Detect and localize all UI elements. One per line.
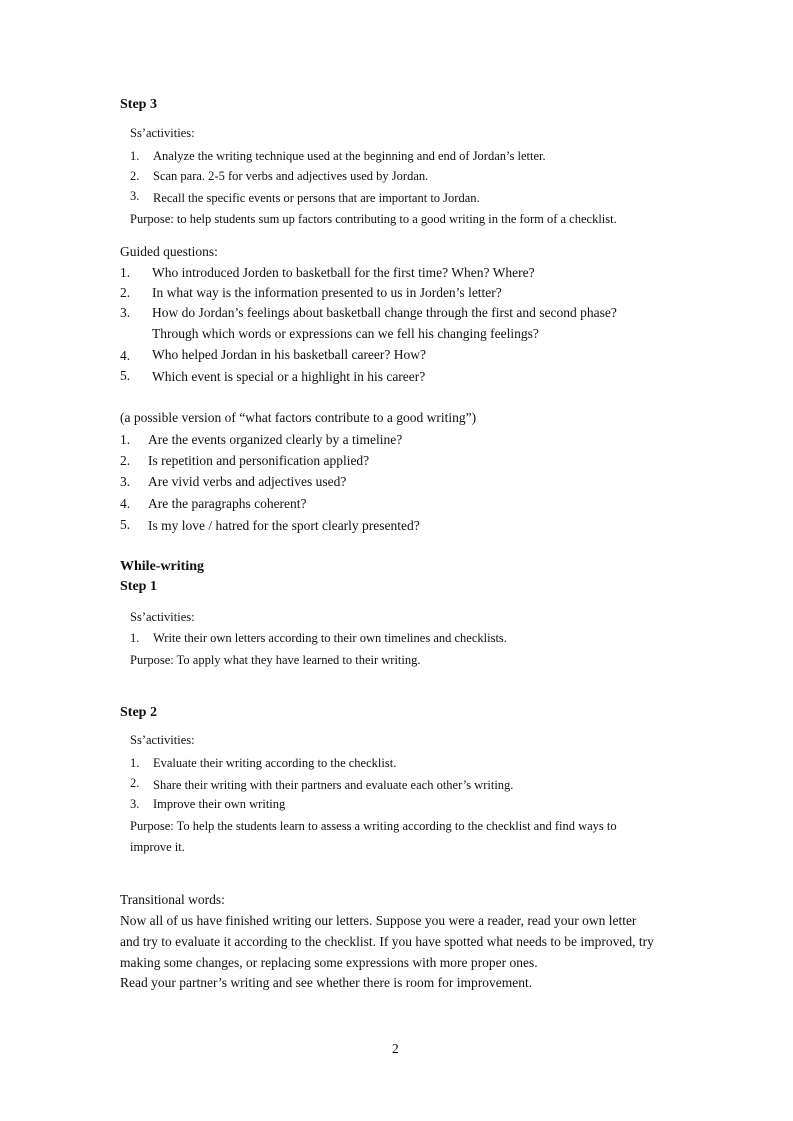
step1-purpose: Purpose: To apply what they have learned to their writing. xyxy=(130,653,421,667)
guided-question-text: How do Jordan’s feelings about basketball change through the first and second phase? xyxy=(152,305,617,320)
guided-questions-label: Guided questions: xyxy=(120,244,218,259)
factors-label: (a possible version of “what factors contribute to a good writing”) xyxy=(120,410,477,425)
step2-activity-text: Evaluate their writing according to the checklist. xyxy=(153,756,397,770)
step2-purpose-continued: improve it. xyxy=(130,840,185,854)
factor-text: Are the events organized clearly by a timeline? xyxy=(148,432,403,447)
transitional-label: Transitional words: xyxy=(120,892,225,907)
transitional-line: making some changes, or replacing some expressions with more proper ones. xyxy=(120,955,538,970)
guided-question-text: Who introduced Jorden to basketball for the first time? When? Where? xyxy=(152,265,535,280)
factor-text: Is my love / hatred for the sport clearly presented? xyxy=(148,518,420,533)
step3-activity-num: 3. xyxy=(130,189,140,203)
step2-activity-text: Share their writing with their partners and evaluate each other’s writing. xyxy=(153,778,514,792)
factor-num: 2. xyxy=(120,453,131,468)
factor-text: Is repetition and personification applied? xyxy=(148,453,370,468)
step1-heading: Step 1 xyxy=(120,579,157,594)
step2-heading: Step 2 xyxy=(120,705,157,720)
factor-num: 3. xyxy=(120,474,131,489)
factor-num: 1. xyxy=(120,432,131,447)
step3-heading: Step 3 xyxy=(120,97,157,112)
step2-activity-num: 1. xyxy=(130,756,140,770)
while-writing-heading: While-writing xyxy=(120,559,204,574)
step3-activity-text: Recall the specific events or persons that are important to Jordan. xyxy=(153,191,480,205)
guided-question-text: Who helped Jordan in his basketball career? How? xyxy=(152,347,427,362)
step3-activity-num: 1. xyxy=(130,149,140,163)
guided-question-text-continued: Through which words or expressions can we fell his changing feelings? xyxy=(152,326,539,341)
step2-purpose: Purpose: To help the students learn to assess a writing according to the checklist and find ways to xyxy=(130,819,617,833)
factor-text: Are the paragraphs coherent? xyxy=(148,496,307,511)
step1-activities-label: Ss’activities: xyxy=(130,610,195,624)
step2-activity-num: 3. xyxy=(130,797,140,811)
guided-question-text: In what way is the information presented to us in Jorden’s letter? xyxy=(152,285,502,300)
guided-question-num: 2. xyxy=(120,285,131,300)
page-number: 2 xyxy=(392,1041,399,1056)
transitional-line: Read your partner’s writing and see whether there is room for improvement. xyxy=(120,975,533,990)
step3-activities-label: Ss’activities: xyxy=(130,126,195,140)
step3-activity-text: Analyze the writing technique used at the beginning and end of Jordan’s letter. xyxy=(153,149,546,163)
step1-activity-text: Write their own letters according to their own timelines and checklists. xyxy=(153,631,507,645)
transitional-line: and try to evaluate it according to the checklist. If you have spotted what needs to be improved, try xyxy=(120,934,654,949)
guided-question-num: 4. xyxy=(120,348,131,363)
step1-activity-num: 1. xyxy=(130,631,140,645)
guided-question-text: Which event is special or a highlight in his career? xyxy=(152,369,426,384)
step3-purpose: Purpose: to help students sum up factors contributing to a good writing in the form of a checklist. xyxy=(130,212,617,226)
guided-question-num: 5. xyxy=(120,368,131,383)
guided-question-num: 3. xyxy=(120,305,131,320)
factor-text: Are vivid verbs and adjectives used? xyxy=(148,474,347,489)
factor-num: 4. xyxy=(120,496,131,511)
step2-activity-text: Improve their own writing xyxy=(153,797,286,811)
step3-activity-num: 2. xyxy=(130,169,140,183)
guided-question-num: 1. xyxy=(120,265,131,280)
factor-num: 5. xyxy=(120,517,131,532)
step2-activities-label: Ss’activities: xyxy=(130,733,195,747)
transitional-line: Now all of us have finished writing our letters. Suppose you were a reader, read your own letter xyxy=(120,913,637,928)
step2-activity-num: 2. xyxy=(130,776,140,790)
step3-activity-text: Scan para. 2-5 for verbs and adjectives used by Jordan. xyxy=(153,169,429,183)
